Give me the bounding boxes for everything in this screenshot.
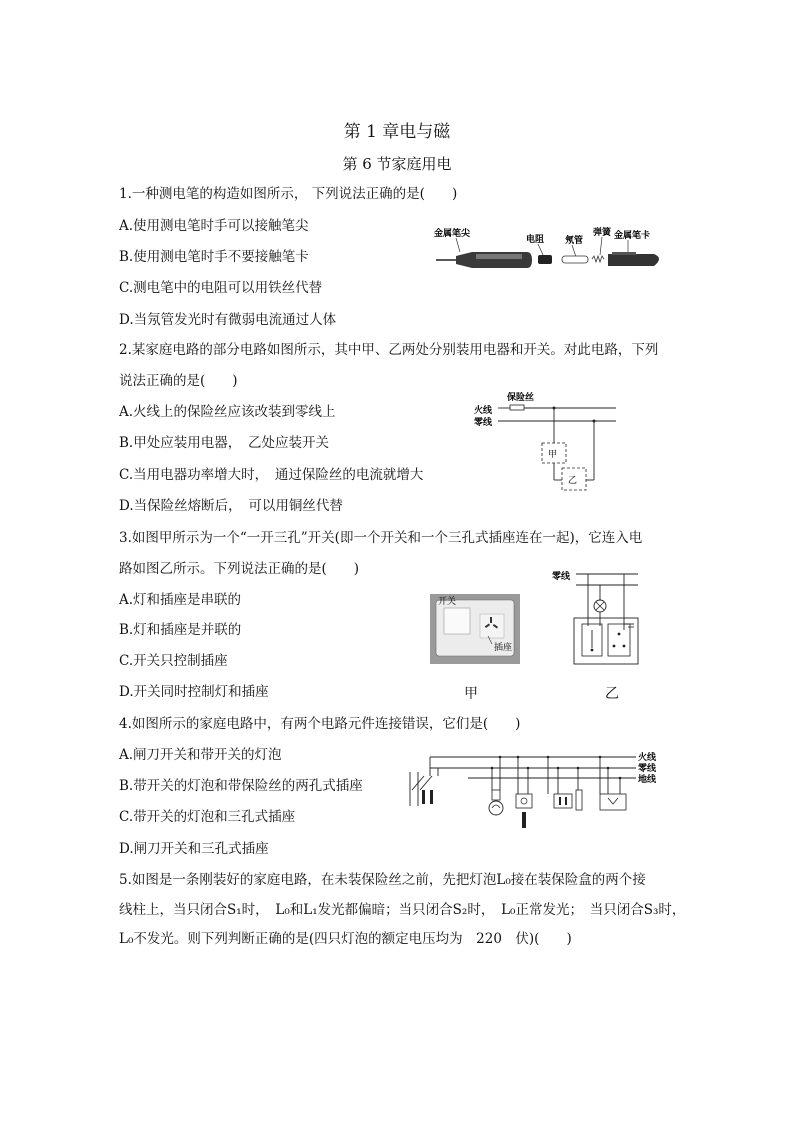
q4-ground-label: 地线 xyxy=(638,775,657,785)
q5-line3: L₀不发光。则下列判断正确的是(四只灯泡的额定电压均为 220 伏)( ) xyxy=(119,931,572,947)
q4-neutral-label: 零线 xyxy=(638,764,657,774)
neon-label: 氖管 xyxy=(565,236,584,246)
q2-stem-line2: 说法正确的是( ) xyxy=(119,373,238,389)
test-pen-figure xyxy=(432,222,668,274)
q2-option-b: B.甲处应装用电器， 乙处应装开关 xyxy=(119,435,329,451)
q1-option-c: C.测电笔中的电阻可以用铁丝代替 xyxy=(119,280,323,296)
clip-label: 金属笔卡 xyxy=(614,231,651,241)
q3-option-b: B.灯和插座是并联的 xyxy=(119,622,242,638)
switch-socket-wiring xyxy=(552,568,642,672)
q3-stem-line1: 3.如图甲所示为一个“一开三孔”开关(即一个开关和一个三孔式插座连在一起)，它连入电 xyxy=(119,530,643,546)
live-wire-label: 火线 xyxy=(474,406,493,416)
pen-tip-label: 金属笔尖 xyxy=(434,229,471,239)
yi-label: 乙 xyxy=(568,476,578,486)
switch-socket-photo xyxy=(430,594,520,664)
resistor-label: 电阻 xyxy=(526,235,545,245)
q4-option-b: B.带开关的灯泡和带保险丝的两孔式插座 xyxy=(119,778,363,794)
q4-option-c: C.带开关的灯泡和三孔式插座 xyxy=(119,809,296,825)
q3-stem-line2: 路如图乙所示。下列说法正确的是( ) xyxy=(119,561,360,577)
q1-option-a: A.使用测电笔时手可以接触笔尖 xyxy=(119,218,309,234)
q4-option-d: D.闸刀开关和三孔式插座 xyxy=(119,841,269,857)
q2-option-c: C.当用电器功率增大时， 通过保险丝的电流就增大 xyxy=(119,467,424,483)
q5-line1: 5.如图是一条刚装好的家庭电路，在未装保险丝之前，先把灯泡L₀接在装保险盒的两个接 xyxy=(119,872,646,888)
q4-option-a: A.闸刀开关和带开关的灯泡 xyxy=(119,747,282,763)
q1-option-d: D.当氖管发光时有微弱电流通过人体 xyxy=(119,312,337,328)
q3-option-c: C.开关只控制插座 xyxy=(119,653,228,669)
home-circuit-figure xyxy=(408,746,664,830)
q2-option-d: D.当保险丝熔断后， 可以用铜丝代替 xyxy=(119,498,343,514)
q5-line2: 线柱上，当只闭合S₁时， L₀和L₁发光都偏暗；当只闭合S₂时， L₀正常发光； 当只闭合S₃时， xyxy=(119,902,686,918)
fuse-circuit-figure xyxy=(470,390,620,498)
jia-label: 甲 xyxy=(548,450,558,460)
figure-jia-caption: 甲 xyxy=(464,686,478,702)
spring-label: 弹簧 xyxy=(593,228,612,238)
wires-label: 零线 xyxy=(552,572,571,582)
q4-stem: 4.如图所示的家庭电路中，有两个电路元件连接错误，它们是( ) xyxy=(119,716,521,732)
section-title: 第 6 节家庭用电 xyxy=(342,155,452,173)
fuse-label: 保险丝 xyxy=(507,393,535,403)
socket-label: 插座 xyxy=(494,643,513,653)
q1-option-b: B.使用测电笔时手不要接触笔卡 xyxy=(119,249,309,265)
q1-stem: 1.一种测电笔的构造如图所示， 下列说法正确的是( ) xyxy=(119,186,458,202)
neutral-wire-label: 零线 xyxy=(474,418,493,428)
switch-label: 开关 xyxy=(438,597,457,607)
q3-option-a: A.灯和插座是串联的 xyxy=(119,592,242,608)
chapter-title: 第 1 章电与磁 xyxy=(343,122,451,142)
q2-option-a: A.火线上的保险丝应该改装到零线上 xyxy=(119,404,336,420)
q4-live-label: 火线 xyxy=(638,753,657,763)
figure-yi-caption: 乙 xyxy=(605,686,619,702)
q2-stem-line1: 2.某家庭电路的部分电路如图所示，其中甲、乙两处分别装用电器和开关。对此电路，下列 xyxy=(119,342,659,358)
q3-option-d: D.开关同时控制灯和插座 xyxy=(119,684,269,700)
